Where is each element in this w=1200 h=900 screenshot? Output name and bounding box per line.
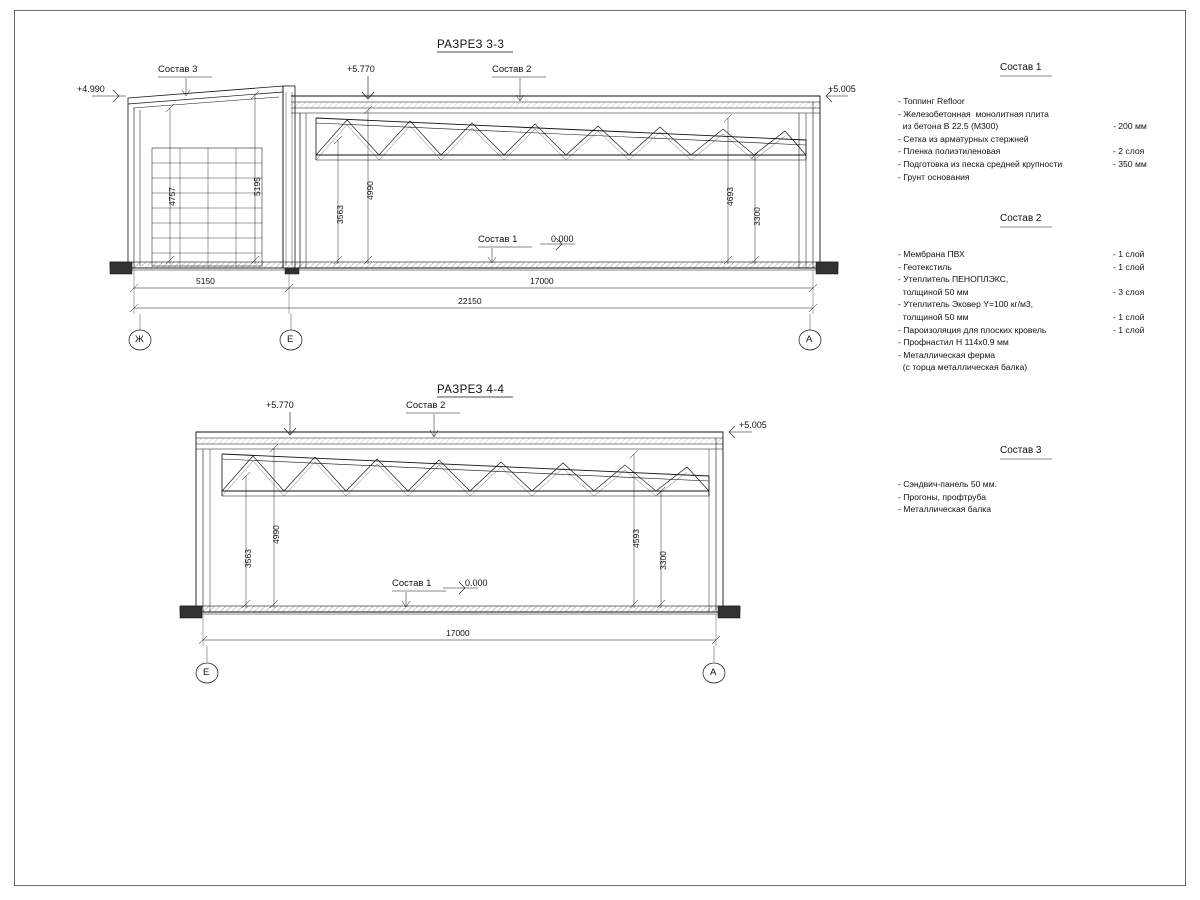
callout-sostav-1-b: Состав 1: [392, 578, 432, 589]
spec-row-text: - Прогоны, профтруба: [898, 491, 987, 502]
spec-row-value: - 2 слоя: [1113, 146, 1145, 157]
vdim-4990-b: 4990: [271, 525, 281, 544]
level-marker-0000-b: 0.000: [465, 578, 488, 588]
level-marker-5005-b: +5.005: [739, 420, 767, 430]
level-marker-4990: +4.990: [77, 84, 105, 94]
spec-row-value: - 1 слой: [1113, 324, 1145, 335]
spec-row-text: - Подготовка из песка средней крупности: [898, 159, 1063, 169]
level-marker-5005: +5.005: [828, 84, 856, 94]
hdim-17000: 17000: [530, 276, 554, 286]
hdim-22150: 22150: [458, 296, 482, 306]
spec-row-text: - Пленка полиэтиленовая: [898, 146, 1001, 157]
spec-row-value: - 1 слой: [1113, 249, 1145, 259]
spec-row-text: из бетона В 22.5 (М300): [898, 121, 999, 132]
axis-bubble-e: Е: [287, 334, 294, 345]
level-marker-0000: 0.000: [551, 234, 574, 244]
vdim-3563: 3563: [335, 205, 345, 224]
section-4-4-title: РАЗРЕЗ 4-4: [437, 384, 505, 396]
spec-row-value: - 1 слой: [1113, 261, 1145, 272]
axis-bubble-a: А: [806, 334, 813, 345]
vdim-4693: 4693: [725, 187, 735, 206]
spec-row-text: - Сэндвич-панель 50 мм.: [898, 479, 998, 489]
spec-row-text: - Сетка из арматурных стержней: [898, 133, 1029, 144]
spec-row-value: - 1 слой: [1113, 312, 1145, 322]
spec-row-text: - Утеплитель ПЕНОПЛЭКС,: [898, 274, 1009, 285]
spec-row-value: - 350 мм: [1113, 159, 1147, 169]
axis-bubble-e-b: Е: [203, 667, 210, 678]
vdim-4593-b: 4593: [631, 529, 641, 548]
spec-sostav-1-title: Состав 1: [1000, 62, 1042, 73]
spec-row-text: - Металлическая ферма: [898, 349, 996, 360]
spec-row-text: - Топпинг Refloor: [898, 96, 965, 106]
level-marker-5770-b: +5.770: [266, 400, 294, 410]
spec-row-text: (с торца металлическая балка): [898, 362, 1028, 373]
spec-row-text: толщиной 50 мм: [898, 312, 969, 322]
spec-sostav-3-title: Состав 3: [1000, 445, 1042, 456]
spec-row-text: толщиной 50 мм: [898, 286, 969, 297]
callout-sostav-1: Состав 1: [478, 234, 518, 245]
level-marker-5770: +5.770: [347, 64, 375, 74]
spec-row-text: - Железобетонная монолитная плита: [898, 108, 1049, 119]
spec-row-value: - 200 мм: [1113, 121, 1147, 132]
hdim-5150: 5150: [196, 276, 215, 286]
callout-sostav-2-b: Состав 2: [406, 400, 446, 411]
vdim-5195: 5195: [252, 177, 262, 196]
axis-bubble-a-b: А: [710, 667, 717, 678]
spec-row-text: - Геотекстиль: [898, 261, 952, 272]
section-3-3-title: РАЗРЕЗ 3-3: [437, 39, 505, 51]
spec-row-text: - Мембрана ПВХ: [898, 249, 965, 259]
spec-sostav-2-title: Состав 2: [1000, 213, 1042, 224]
spec-row-value: - 3 слоя: [1113, 286, 1145, 297]
spec-row-text: - Пароизоляция для плоских кровель: [898, 324, 1047, 335]
spec-row-text: - Утеплитель Эковер Y=100 кг/м3,: [898, 299, 1034, 310]
callout-sostav-3: Состав 3: [158, 64, 198, 75]
spec-row-text: - Грунт основания: [898, 171, 970, 182]
axis-bubble-zh: Ж: [135, 334, 144, 345]
vdim-4990: 4990: [365, 181, 375, 200]
hdim-17000-b: 17000: [446, 628, 470, 638]
vdim-4757: 4757: [167, 187, 177, 206]
spec-row-text: - Профнастил Н 114х0.9 мм: [898, 337, 1009, 348]
callout-sostav-2: Состав 2: [492, 64, 532, 75]
vdim-3563-b: 3563: [243, 549, 253, 568]
vdim-3300: 3300: [752, 207, 762, 226]
spec-row-text: - Металлическая балка: [898, 504, 992, 515]
vdim-3300-b: 3300: [658, 551, 668, 570]
